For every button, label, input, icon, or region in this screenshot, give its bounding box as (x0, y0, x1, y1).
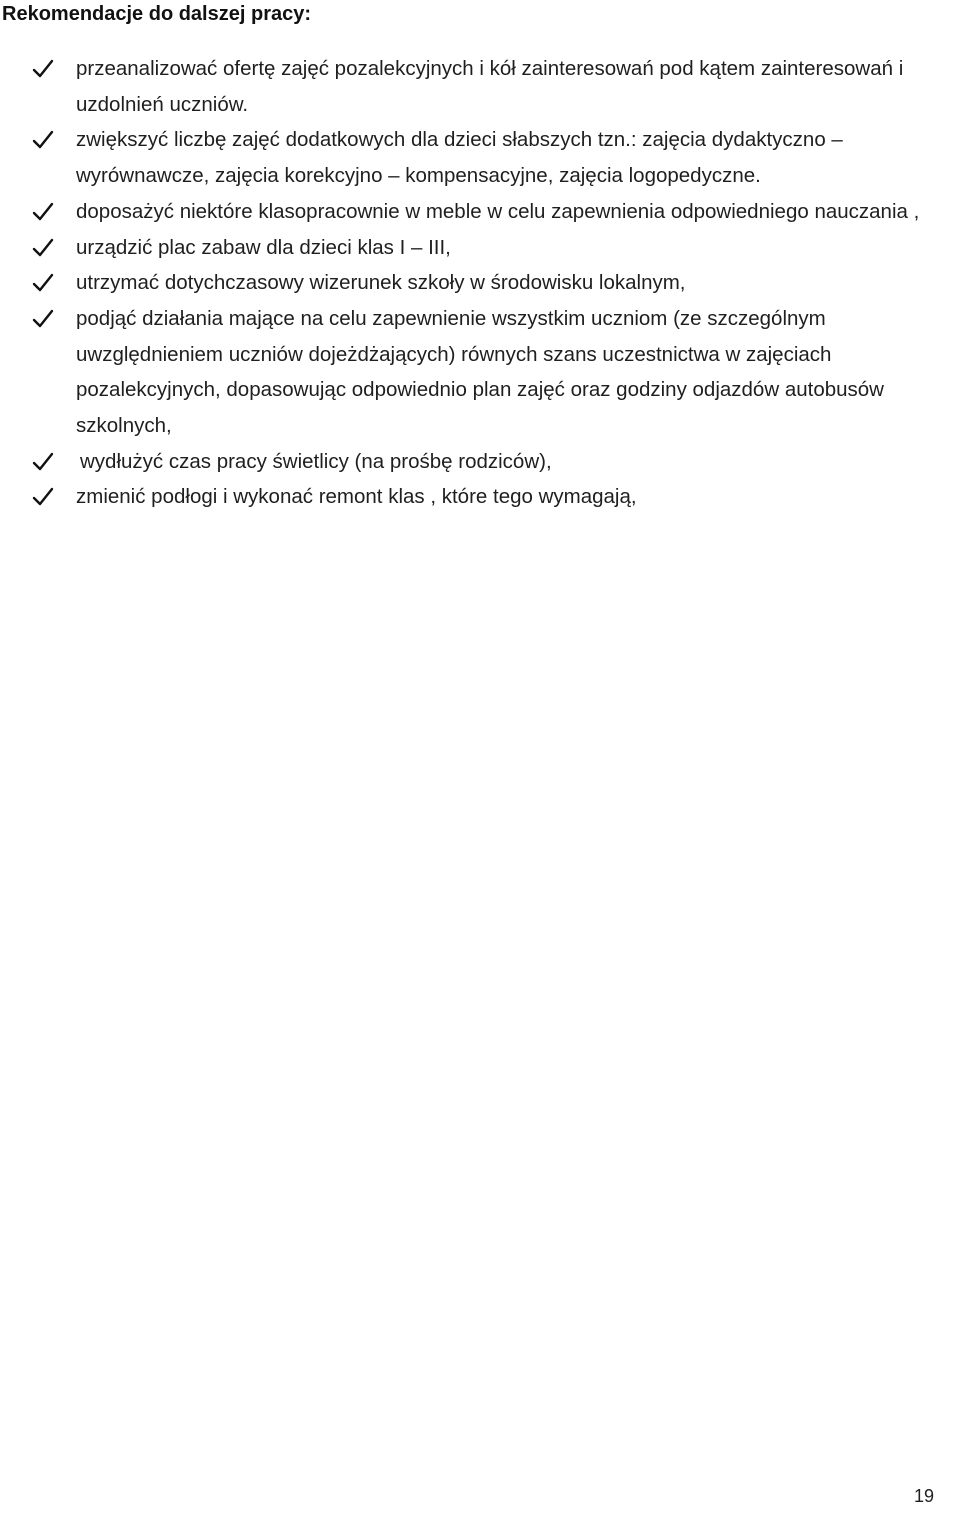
list-item-text: zwiększyć liczbę zajęć dodatkowych dla dzieci słabszych tzn.: zajęcia dydaktyczno – wyrównawcze, zajęcia korekcyjno – kompensacyjne, zajęcia logopedyczne. (76, 128, 843, 188)
list-item (0, 265, 960, 301)
list-item-text: przeanalizować ofertę zajęć pozalekcyjnych i kół zainteresowań pod kątem zainteresowań i uzdolnień uczniów. (76, 57, 904, 116)
list-item-text: urządzić plac zabaw dla dzieci klas I – III, (76, 235, 451, 259)
check-mark-icon (32, 452, 54, 472)
page-number: 19 (913, 1486, 934, 1506)
list-item (0, 230, 960, 266)
list-item-text: wydłużyć czas pracy świetlicy (na prośbę rodziców), (80, 449, 552, 473)
check-mark-icon (32, 273, 54, 293)
check-mark-icon (32, 202, 54, 222)
recommendations-list (0, 51, 960, 515)
list-item (0, 51, 960, 122)
check-mark-icon (32, 238, 54, 258)
list-item-text: doposażyć niektóre klasopracownie w meble w celu zapewnienia odpowiedniego nauczania , (76, 199, 920, 223)
list-item (0, 479, 960, 515)
list-item (0, 194, 960, 230)
list-item-text: utrzymać dotychczasowy wizerunek szkoły w środowisku lokalnym, (76, 271, 686, 295)
list-item-text: podjąć działania mające na celu zapewnienie wszystkim uczniom (ze szczególnym uwzględnieniem uczniów dojeżdżających) równych szans uczestnictwa w zajęciach pozalekcyjnych, dopasowując odpowiednio plan zajęć oraz godziny odjazdów autobusów szkolnych, (76, 306, 884, 438)
section-heading: Rekomendacje do dalszej pracy: (2, 3, 312, 25)
list-item (0, 301, 960, 444)
check-mark-icon (32, 130, 54, 150)
list-item (0, 444, 960, 480)
list-item-text: zmienić podłogi i wykonać remont klas , które tego wymagają, (76, 485, 637, 509)
check-mark-icon (32, 59, 54, 79)
check-mark-icon (32, 487, 54, 507)
list-item (0, 122, 960, 193)
check-mark-icon (32, 309, 54, 329)
